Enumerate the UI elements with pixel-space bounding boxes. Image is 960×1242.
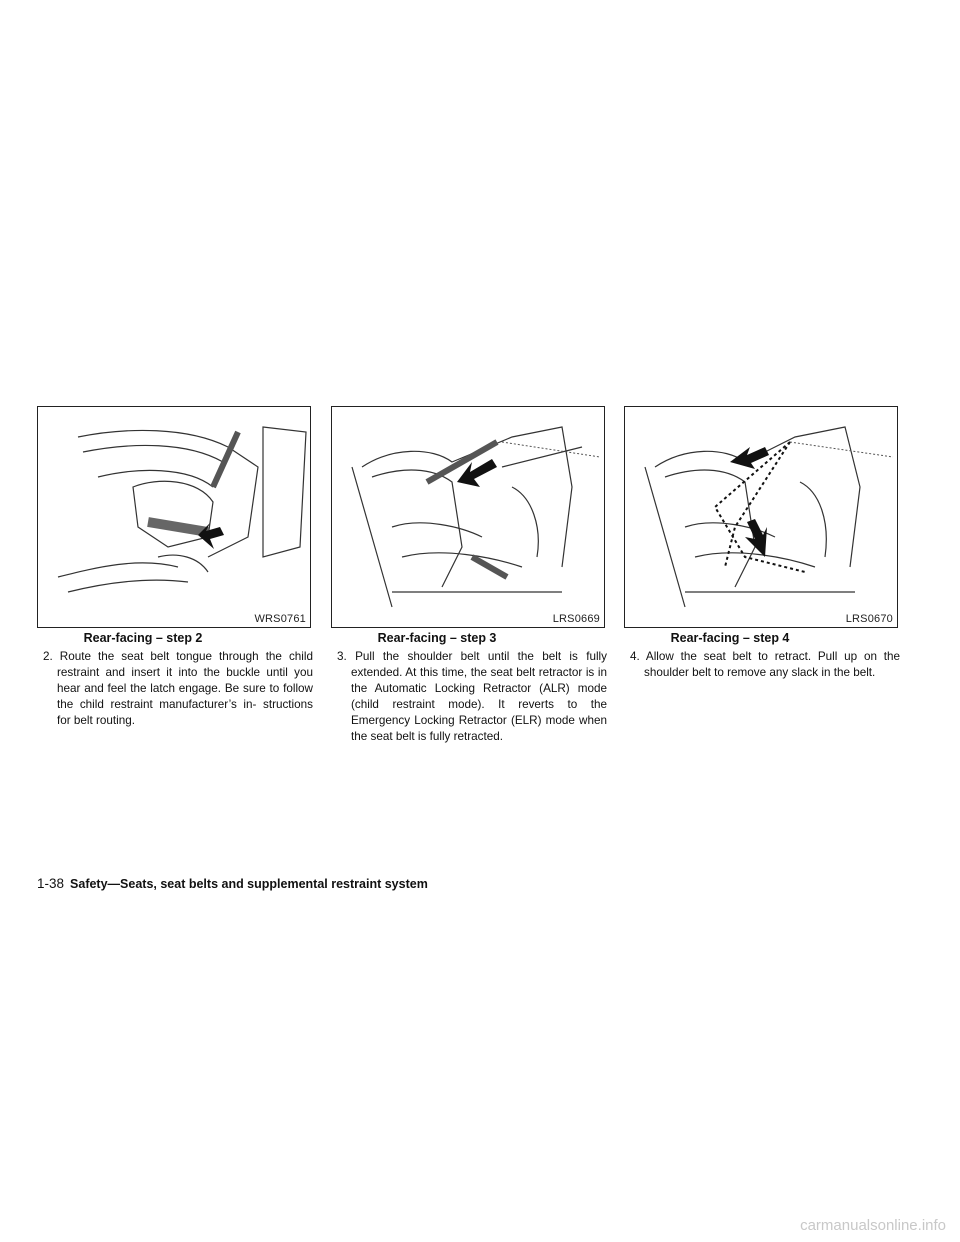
- section-title: Safety—Seats, seat belts and supplemental restraint system: [70, 877, 428, 891]
- figure-caption: Rear-facing – step 4: [670, 631, 790, 645]
- figure-step-3: [331, 406, 605, 628]
- step-4-column: [624, 406, 900, 681]
- figure-caption: Rear-facing – step 2: [83, 631, 203, 645]
- figure-step-4: [624, 406, 898, 628]
- figure-step-2: [37, 406, 311, 628]
- figure-code: LRS0669: [552, 613, 600, 625]
- page-footer: [37, 876, 428, 891]
- page-number: 1-38: [37, 876, 65, 891]
- step-text: 3. Pull the shoulder belt until the belt is fully extended. At this time, the seat belt retractor is in the Automatic Locking Retractor (ALR) mode (child restraint mode). It reverts to the Emergency Locking Retractor (ELR) mode when the seat belt is fully retracted.: [337, 650, 607, 743]
- step-text: 4. Allow the seat belt to retract. Pull up on the shoulder belt to remove any slack in the belt.: [630, 650, 900, 679]
- step-text: 2. Route the seat belt tongue through the child restraint and insert it into the buckle until you hear and feel the latch engage. Be sure to follow the child restraint manufacturer’s in- structions for belt routing.: [43, 650, 313, 727]
- step-2-column: [37, 406, 313, 729]
- figure-caption: Rear-facing – step 3: [377, 631, 497, 645]
- figure-code: WRS0761: [254, 613, 306, 625]
- shoulder-belt-pull-illustration: [332, 407, 604, 627]
- belt-retract-illustration: [625, 407, 897, 627]
- step-3-column: [331, 406, 607, 745]
- figure-code: LRS0670: [845, 613, 893, 625]
- watermark: carmanualsonline.info: [800, 1217, 946, 1234]
- child-seat-buckle-illustration: [38, 407, 310, 627]
